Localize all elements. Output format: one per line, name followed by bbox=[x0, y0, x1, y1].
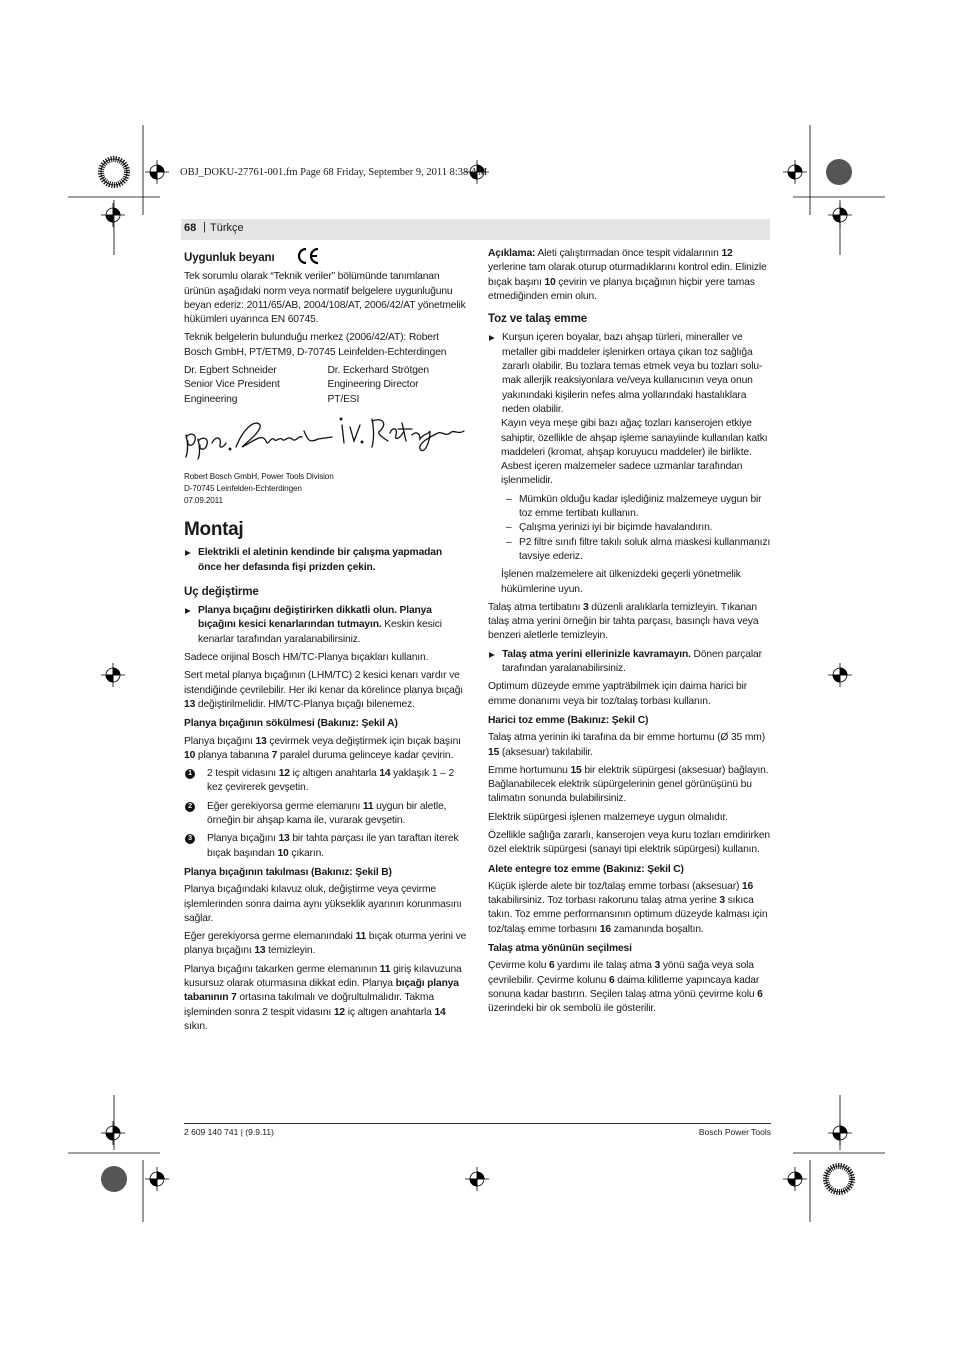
right-column bbox=[488, 247, 771, 1021]
carbide-blade-text bbox=[184, 669, 467, 712]
removal-text: Planya bıçağını 13 çevirmek veya değiştirmek için bıçak başını 10 planya tabanına 7 paralel duruma gelinceye kadar çevirin. bbox=[184, 735, 461, 761]
header-language: Türkçe bbox=[210, 222, 244, 234]
external-extraction-heading: Harici toz emme (Bakınız: Şekil C) bbox=[488, 714, 649, 726]
ce-mark-icon bbox=[296, 247, 320, 265]
removal-step-3: 3 Planya bıçağını 13 bir tahta parçası ile yan taraftan iterek bıçak başından 10 çıkarın. bbox=[184, 832, 467, 861]
carbide-text-c: değiştirilmelidir. HM/TC-Planya bıçağı bilenemez. bbox=[195, 698, 415, 710]
dust-tip-1: – Mümkün olduğu kadar işlediğiniz malzemeye uygun bir toz emme tertibatı kullanın. bbox=[488, 493, 771, 522]
dust-warning-2-bold: Talaş atma yerini ellerinizle kavramayın. bbox=[502, 648, 691, 660]
installation-text-2: Eğer gerekiyorsa germe elemanındaki 11 bıçak oturma yerini ve planya bıçağını 13 temizleyin. bbox=[184, 931, 467, 957]
external-text-3: Elektrik süpürgesi işlenen malzemeye uygun olmalıdır. bbox=[488, 811, 728, 823]
integrated-text: Küçük işlerde alete bir toz/talaş emme torbası (aksesuar) 16 takabilirsiniz. Toz torbası rakorunu talaş atma yerine 3 sıkıca takın. Toz emme performansının optimum düzeyde kalması için toz/talaş emme torbasını 16 zamanında boşaltın. bbox=[488, 880, 768, 935]
carbide-text-a: Sert metal planya bıçağının (LHM/TC) 2 kesici kenarı vardır ve istendiğinde çevrilebilir. Her iki kenar da körelince planya bıçağı bbox=[184, 670, 463, 696]
header-separator: | bbox=[203, 221, 206, 233]
original-blades-text: Sadece orijinal Bosch HM/TC-Planya bıçakları kullanın. bbox=[184, 652, 429, 664]
signatory-1-dept: Engineering bbox=[184, 393, 238, 405]
signatory-2-dept: PT/ESI bbox=[327, 393, 360, 405]
conformity-text: Tek sorumlu olarak “Teknik veriler” bölümünde tanımlanan ürünün aşağıdaki norm veya normatif belgelere uygunluğunu beyan ederiz: 2011/65/AB, 2004/108/AT, 2006/42/AT yönetmelik hükümleri uyarınca EN 60745. bbox=[184, 271, 466, 326]
dust-tip-2: – Çalışma yerinizi iyi bir biçimde havalandırın. bbox=[488, 521, 771, 535]
signatory-2-role: Engineering Director bbox=[327, 379, 419, 391]
signatory-1 bbox=[184, 364, 328, 407]
removal-step-2: 2 Eğer gerekiyorsa germe elemanını 11 uygun bir aletle, örneğin bir ahşap kama ile, vurarak gevşetin. bbox=[184, 800, 467, 829]
ejection-direction-heading: Talaş atma yönünün seçilmesi bbox=[488, 943, 632, 955]
company-address: D-70745 Leinfelden-Echterdingen bbox=[184, 483, 302, 493]
declaration-date: 07.09.2011 bbox=[184, 495, 223, 505]
dust-warning-2 bbox=[488, 648, 771, 677]
external-text-1: Talaş atma yerinin iki tarafına da bir emme hortumu (Ø 35 mm) 15 (aksesuar) takılabilir. bbox=[488, 732, 765, 758]
blade-change-warning bbox=[184, 604, 467, 647]
dust-warning-2-rest: Dönen parçalar tarafından yaralanabilirsiniz. bbox=[502, 648, 762, 675]
signatory-2 bbox=[328, 364, 468, 407]
dust-carcinogen-text: Kayın veya meşe gibi bazı ağaç tozları kanserojen etkiye sahiptir, özellikle de ahşap işleme sanayiinde kullanılan katkı maddeleri (kromat, ahşap koruyucu maddeler) ile birlikte. Asbest içeren malzemeler sadece uzmanlar tarafından işlenmelidir. bbox=[501, 418, 768, 487]
step-1-badge: 1 bbox=[185, 769, 195, 779]
signatory-1-role: Senior Vice President bbox=[184, 379, 280, 391]
installation-text-3: Planya bıçağını takarken germe elemanının 11 giriş kılavuzuna kusursuz olarak oturmasına dikkat edin. Planya bıçağı planya tabanının 7 ortasına takılmalı ve doğrultulmalıdır. Takma işleminden sonra 2 tespit vidasını 12 iç altıgen anahtarla 14 sıkın. bbox=[184, 963, 462, 1032]
installation-heading: Planya bıçağının takılması (Bakınız: Şekil B) bbox=[184, 866, 392, 878]
external-text-2: Emme hortumunu 15 bir elektrik süpürgesi (aksesuar) bağlayın. Bağlanabilecek elektrik süpürgelerinin genel görünüşünü bu talimatın sonunda bulabilirsiniz. bbox=[488, 764, 769, 805]
footer-rule bbox=[184, 1123, 771, 1124]
blade-change-heading: Uç değiştirme bbox=[184, 584, 259, 598]
external-text-4: Özellikle sağlığa zararlı, kanserojen veya kuru tozları emdirirken özel elektrik süpürgesi (sanayi tipi elektrik süpürgesi) kullanın. bbox=[488, 829, 770, 856]
ejection-direction-text: Çevirme kolu 6 yardımı ile talaş atma 3 yönü sağa veya sola çevrilebilir. Çevirme kolunu 6 daima kilitleme yapıncaya kadar sonuna kadar bastırın. Seçilen talaş atma yönü çevirme kolu 6 üzerindeki bir ok sembolü ile gösterilir. bbox=[488, 960, 763, 1015]
handwritten-signatures bbox=[184, 413, 467, 465]
signatory-2-name: Dr. Eckerhard Strötgen bbox=[327, 365, 429, 377]
montaj-warning-text: Elektrikli el aletinin kendinde bir çalışma yapmadan önce her defasında fişi prizden çekin. bbox=[198, 547, 442, 573]
step-3-badge: 3 bbox=[185, 834, 195, 844]
technical-file-text: Teknik belgelerin bulunduğu merkez (2006/42/AT): Robert Bosch GmbH, PT/ETM9, D-70745 Leinfelden-Echterdingen bbox=[184, 332, 447, 358]
installation-text-1: Planya bıçağındaki kılavuz oluk, değiştirme veya çevirme işlemlerinden sonra daima aynı yükseklik ayarının korunmasını sağlar. bbox=[184, 884, 462, 924]
removal-step-1: 1 2 tespit vidasını 12 iç altıgen anahtarla 14 yaklaşık 1 – 2 kez çevirerek gevşetin. bbox=[184, 767, 467, 796]
integrated-extraction-heading: Alete entegre toz emme (Bakınız: Şekil C) bbox=[488, 863, 684, 875]
check-note: Açıklama: Aleti çalıştırmadan önce tespit vidalarının 12 yerlerine tam olarak oturup oturmadıklarını kontrol edin. Elinizle bıçak başını 10 çevirin ve planya bıçağının hiçbir yere tamas etmediğinden emin olun. bbox=[488, 248, 767, 302]
footer-doc-number: 2 609 140 741 | (9.9.11) bbox=[184, 1127, 274, 1137]
montaj-heading: Montaj bbox=[184, 518, 244, 540]
signatory-1-name: Dr. Egbert Schneider bbox=[184, 365, 277, 377]
footer-brand: Bosch Power Tools bbox=[698, 1127, 771, 1137]
page-number: 68 bbox=[184, 222, 197, 234]
conformity-title: Uygunluk beyanı bbox=[184, 251, 275, 264]
note-label: Açıklama: bbox=[488, 248, 536, 259]
step-2-badge: 2 bbox=[185, 802, 195, 812]
blade-warning-bold: Planya bıçağını değiştirirken dikkatli olun. Planya bıçağını kesici kenarlarından tutmayın. bbox=[198, 605, 432, 631]
blade-warning-rest: Keskin kesici kenarlar tarafından yaralanabilirsiniz. bbox=[198, 619, 442, 645]
dust-regulations: İşlenen malzemelere ait ülkenizdeki geçerli yönetmelik hükümlerine uyun. bbox=[501, 569, 741, 595]
carbide-ref-13: 13 bbox=[184, 698, 196, 710]
left-column bbox=[184, 247, 467, 1038]
dust-clean-text: Talaş atma tertibatını 3 düzenli aralıklarla temizleyin. Tıkanan talaş atma yerini örneğin bir tahta parçası, basınçlı hava veya benzeri aletlerle temizleyin. bbox=[488, 601, 759, 642]
file-slug: OBJ_DOKU-27761-001.fm Page 68 Friday, September 9, 2011 8:38 AM bbox=[180, 167, 488, 178]
dust-optimum-text: Optimum düzeyde emme yapträbilmek için daima harici bir emme donanımı veya bir toz/talaş torbası kullanın. bbox=[488, 681, 747, 707]
page-header bbox=[181, 219, 770, 240]
montaj-warning bbox=[184, 546, 467, 575]
removal-heading: Planya bıçağının sökülmesi (Bakınız: Şekil A) bbox=[184, 718, 398, 730]
dust-heading: Toz ve talaş emme bbox=[488, 312, 588, 326]
company-name: Robert Bosch GmbH, Power Tools Division bbox=[184, 471, 334, 481]
conformity-heading bbox=[184, 247, 467, 265]
dust-tip-3: – P2 filtre sınıfı filtre takılı soluk alma maskesi kullanmanızı tavsiye ederiz. bbox=[488, 536, 771, 565]
dust-warning: ▶ Kurşun içeren boyalar, bazı ahşap türleri, mineraller ve metaller gibi maddeler işlenirken ortaya çıkan toz sağlığa zararlı olabilir. Bu tozlara temas etmek veya bu tozları solu-mak allerjik reaksiyonlara ve/veya kullanıcının veya onun yakınındaki kişilerin nefes alma yollarındaki hastalıklara neden olabilir. bbox=[488, 331, 771, 417]
signatories bbox=[184, 364, 467, 407]
